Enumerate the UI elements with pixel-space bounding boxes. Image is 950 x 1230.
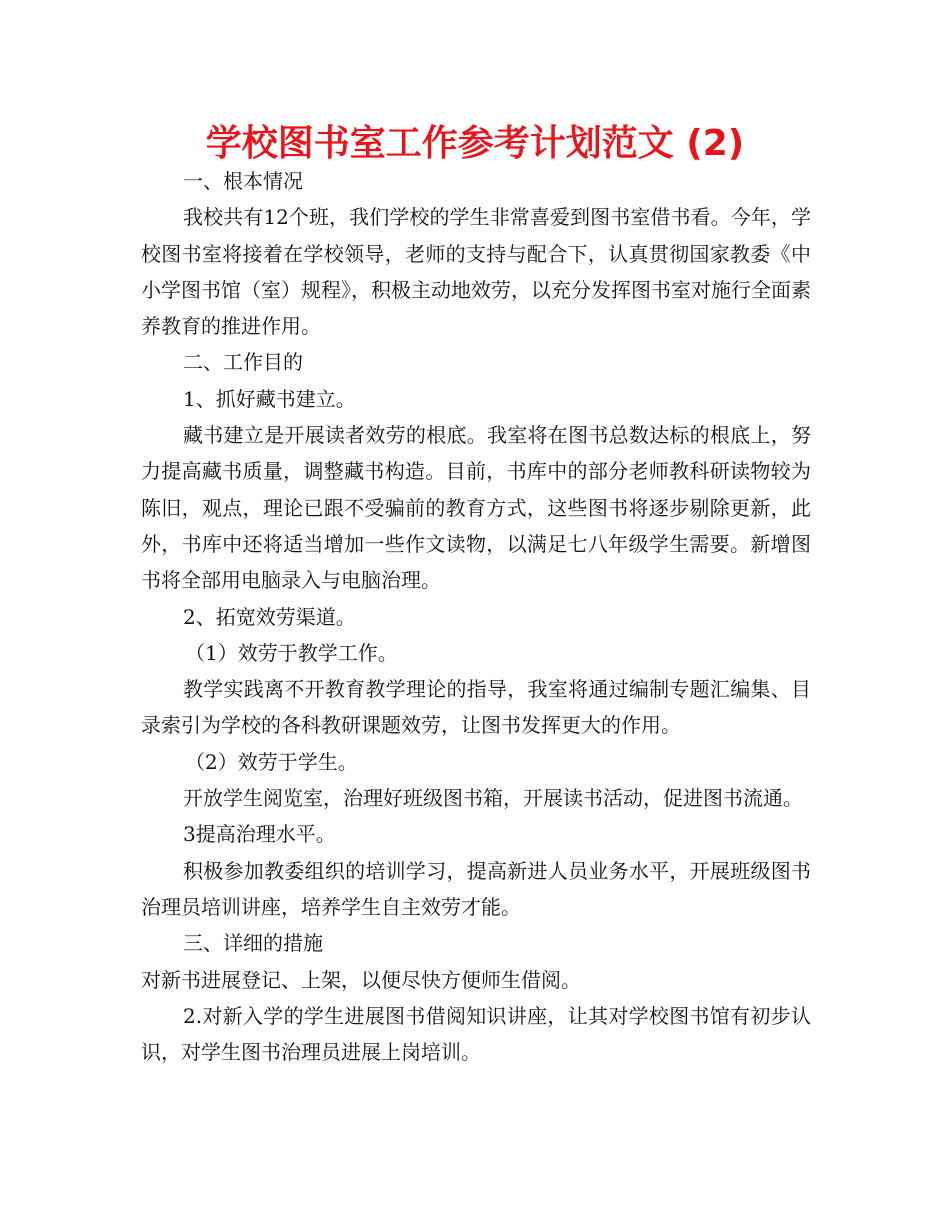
section-heading-basic-situation: 一、根本情况	[183, 169, 303, 193]
paragraph-collection-building: 藏书建立是开展读者效劳的根底。我室将在图书总数达标的根底上，努力提高藏书质量，调整藏书构造。目前，书库中的部分老师教科研读物较为陈旧，观点，理论已跟不受骗前的教育方式，这些图书将逐步剔除更新，此外，书库中还将适当增加一些作文读物，以满足七八年级学生需要。新增图书将全部用电脑录入与电脑治理。	[141, 423, 811, 593]
paragraph-measure-lectures: 2.对新入学的学生进展图书借阅知识讲座，让其对学校图书馆有初步认识，对学生图书治理员进展上岗培训。	[141, 1003, 811, 1065]
subheading-serve-students: （2）效劳于学生。	[185, 749, 358, 774]
paragraph-basic-situation: 我校共有12个班，我们学校的学生非常喜爱到图书室借书看。今年，学校图书室将接着在学校领导，老师的支持与配合下，认真贯彻国家教委《中小学图书馆（室）规程》，积极主动地效劳，以充分发挥图书室对施行全面素养教育的推进作用。	[141, 205, 811, 339]
subheading-serve-teaching: （1）效劳于教学工作。	[185, 640, 398, 665]
paragraph-serve-teaching: 教学实践离不开教育教学理论的指导，我室将通过编制专题汇编集、目录索引为学校的各科教研课题效劳，让图书发挥更大的作用。	[141, 677, 811, 738]
subheading-service-channels: 2、拓宽效劳渠道。	[183, 604, 356, 629]
paragraph-measure-new-books: 对新书进展登记、上架，以便尽快方便师生借阅。	[141, 967, 581, 992]
paragraph-management-level: 积极参加教委组织的培训学习，提高新进人员业务水平，开展班级图书治理员培训讲座，培养学生自主效劳才能。	[141, 858, 811, 919]
section-heading-work-goals: 二、工作目的	[183, 350, 303, 375]
subheading-management-level: 3提高治理水平。	[183, 822, 336, 847]
document-title: 学校图书室工作参考计划范文 (2)	[205, 123, 745, 164]
paragraph-serve-students: 开放学生阅览室，治理好班级图书箱，开展读书活动，促进图书流通。	[183, 786, 803, 811]
section-heading-measures: 三、详细的措施	[183, 931, 323, 956]
document-body	[141, 163, 811, 1070]
subheading-collection-building: 1、抓好藏书建立。	[183, 386, 356, 411]
